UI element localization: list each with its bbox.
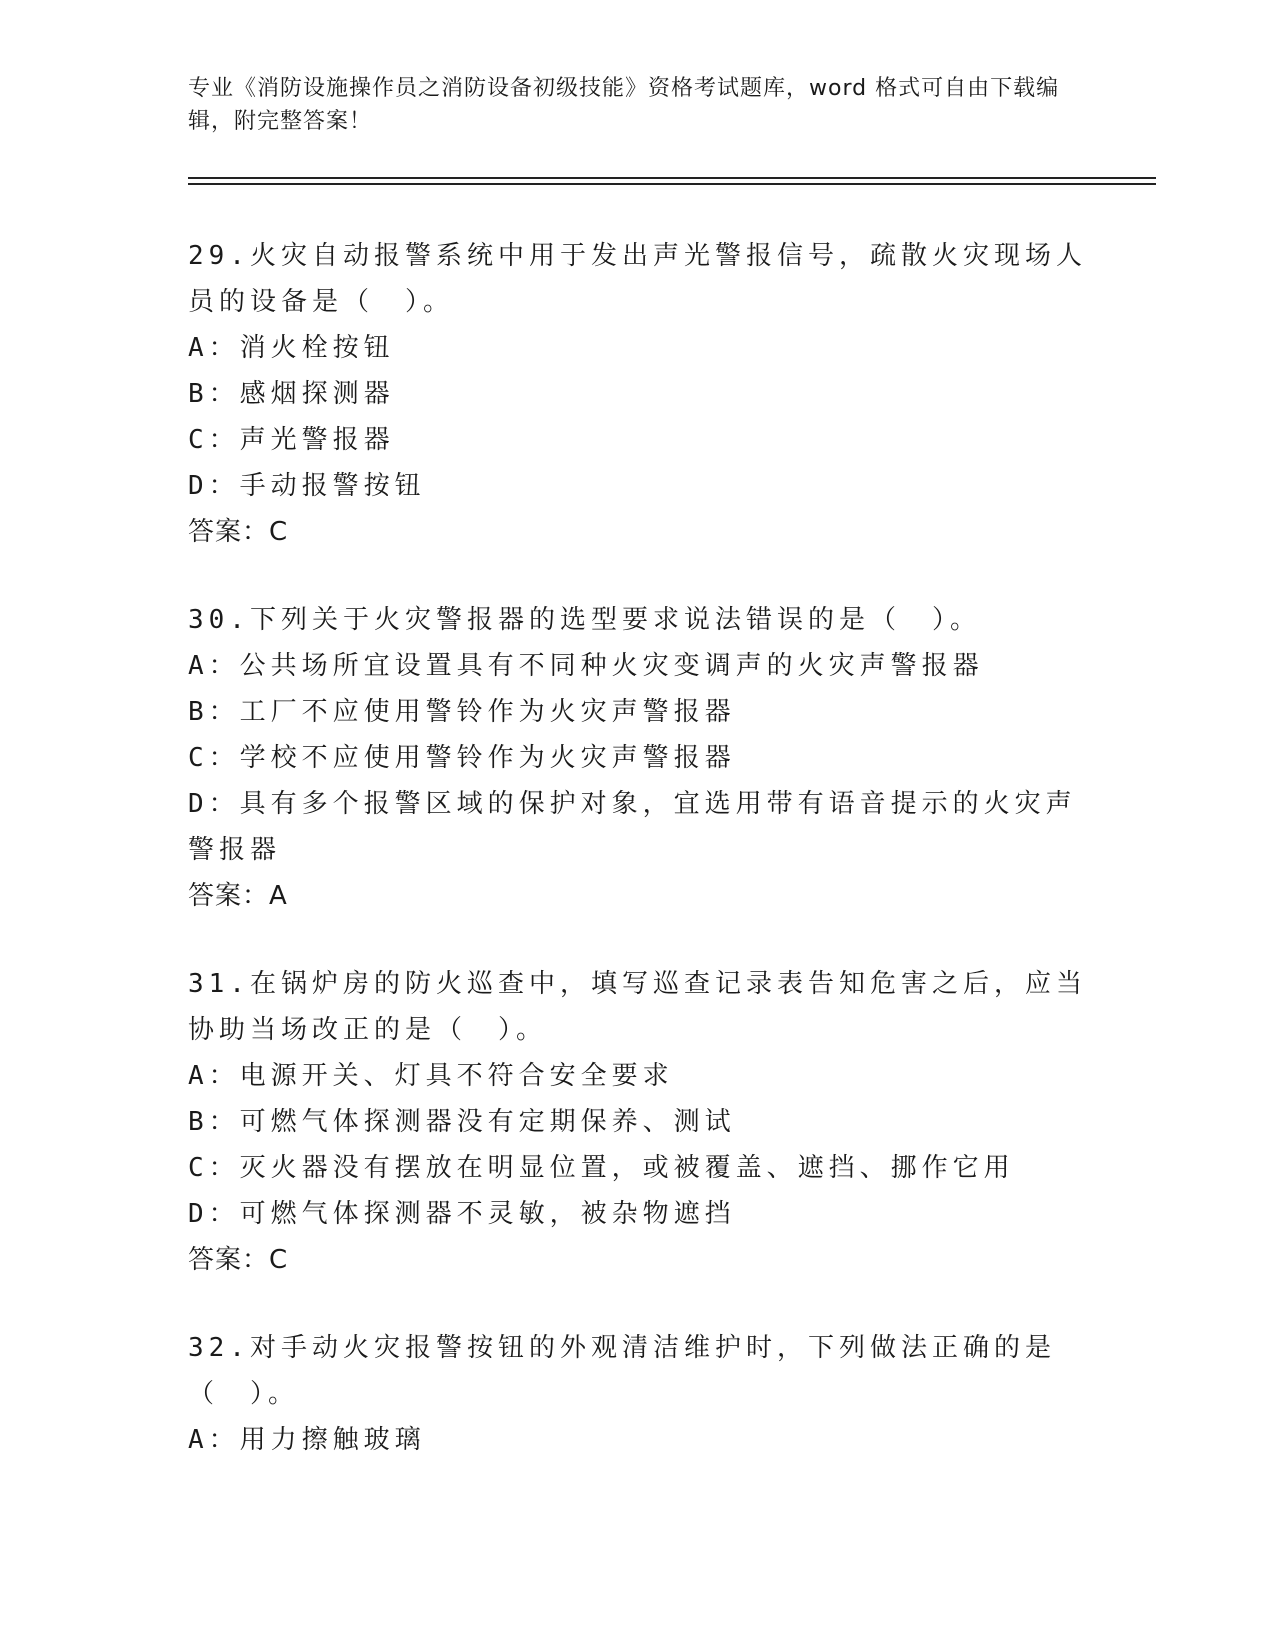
- option-c: C：学校不应使用警铃作为火灾声警报器: [188, 743, 736, 773]
- option-b: B：感烟探测器: [188, 379, 395, 409]
- question-list: [188, 233, 1088, 1505]
- question-stem: 31.在锅炉房的防火巡查中，填写巡查记录表告知危害之后，应当协助当场改正的是（ ）。: [188, 969, 1087, 1045]
- answer-label: 答案：C: [188, 1245, 289, 1275]
- question-stem: 30.下列关于火灾警报器的选型要求说法错误的是（ ）。: [188, 605, 981, 635]
- option-a: A：电源开关、灯具不符合安全要求: [188, 1061, 674, 1091]
- question-32: [188, 1325, 1088, 1463]
- option-c: C：灭火器没有摆放在明显位置，或被覆盖、遮挡、挪作它用: [188, 1153, 1015, 1183]
- question-stem: 29.火灾自动报警系统中用于发出声光警报信号，疏散火灾现场人员的设备是（ ）。: [188, 241, 1087, 317]
- option-b: B：可燃气体探测器没有定期保养、测试: [188, 1107, 736, 1137]
- option-c: C：声光警报器: [188, 425, 395, 455]
- header-rule-bottom: [188, 183, 1156, 185]
- question-stem: 32.对手动火灾报警按钮的外观清洁维护时，下列做法正确的是（ ）。: [188, 1333, 1056, 1409]
- option-a: A：消火栓按钮: [188, 333, 395, 363]
- option-d: D：手动报警按钮: [188, 471, 426, 501]
- option-d: D：具有多个报警区域的保护对象，宜选用带有语音提示的火灾声警报器: [188, 789, 1077, 865]
- answer-label: 答案：C: [188, 517, 289, 547]
- question-31: [188, 961, 1088, 1283]
- header-rule-top: [188, 177, 1156, 179]
- question-29: [188, 233, 1088, 555]
- option-b: B：工厂不应使用警铃作为火灾声警报器: [188, 697, 736, 727]
- option-a: A：公共场所宜设置具有不同种火灾变调声的火灾声警报器: [188, 651, 984, 681]
- option-d: D：可燃气体探测器不灵敏，被杂物遮挡: [188, 1199, 736, 1229]
- answer-label: 答案：A: [188, 881, 288, 911]
- option-a: A：用力擦触玻璃: [188, 1425, 426, 1455]
- document-header: 专业《消防设施操作员之消防设备初级技能》资格考试题库，word 格式可自由下载编辑，附完整答案！: [188, 76, 1060, 134]
- question-30: [188, 597, 1088, 919]
